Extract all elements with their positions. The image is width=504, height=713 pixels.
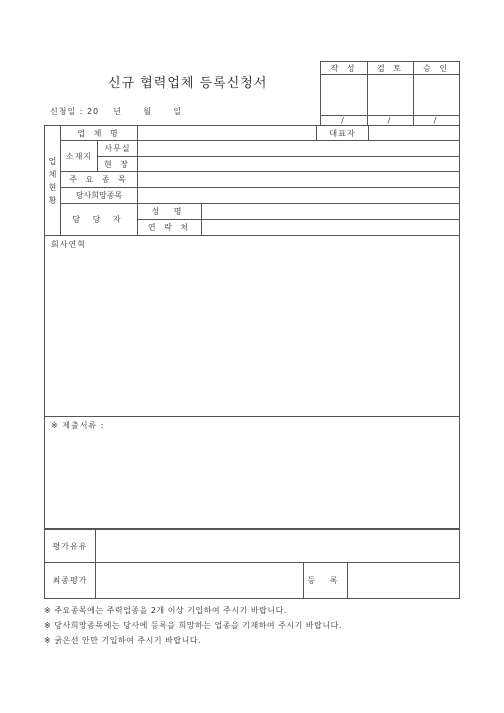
- section-char: 황: [48, 195, 57, 205]
- approval-date-approve[interactable]: /: [413, 115, 460, 126]
- evaluation-reason-input[interactable]: [95, 529, 460, 563]
- approval-sign-author[interactable]: [320, 74, 368, 116]
- approval-sign-review[interactable]: [367, 74, 414, 116]
- location-label: 소재지: [60, 140, 98, 172]
- approval-date-author[interactable]: /: [320, 115, 368, 126]
- company-section-label: [44, 125, 61, 236]
- approval-header-review: 검 토: [367, 61, 414, 75]
- contact-phone-label: 연 락 처: [137, 219, 202, 236]
- final-evaluation-input[interactable]: [95, 562, 304, 599]
- section-char: 업: [48, 156, 57, 166]
- representative-input[interactable]: [368, 125, 460, 141]
- contact-name-label: 성 명: [137, 203, 202, 220]
- register-label: 등 록: [303, 562, 348, 599]
- office-address-input[interactable]: [137, 140, 460, 157]
- representative-label: 대표자: [316, 125, 369, 141]
- section-char: 현: [48, 182, 57, 192]
- final-evaluation-label: 최종평가: [44, 562, 96, 599]
- company-history-area[interactable]: [44, 235, 460, 417]
- approval-header-approve: 승 인: [413, 61, 460, 75]
- form-title: 신규 협력업체 등록신청서: [108, 76, 268, 91]
- application-date: 신청일 : 20 년 월 일: [50, 107, 183, 116]
- note-bold-line: ※ 굵은선 안만 기입하여 주시기 바랍니다.: [44, 636, 202, 645]
- main-items-label: 주 요 종 목: [60, 171, 138, 188]
- company-name-input[interactable]: [137, 125, 317, 141]
- contact-person-label: 담 당 자: [60, 203, 138, 236]
- site-label: 현 장: [97, 156, 138, 172]
- note-main-items: ※ 주요종목에는 주력업종을 2개 이상 기입하여 주시기 바랍니다.: [44, 606, 287, 615]
- office-label: 사무실: [97, 140, 138, 157]
- section-char: 체: [48, 169, 57, 179]
- desired-items-label: 당사희망종목: [60, 187, 138, 204]
- note-desired-items: ※ 당사희망종목에는 당사에 등록을 희망하는 업종을 기재하여 주시기 바랍니다.: [44, 621, 342, 630]
- submitted-documents-label: ※ 제출서류 :: [51, 421, 105, 430]
- contact-phone-input[interactable]: [201, 219, 460, 236]
- approval-sign-approve[interactable]: [413, 74, 460, 116]
- main-items-input[interactable]: [137, 171, 460, 188]
- evaluation-reason-label: 평가유유: [44, 529, 96, 563]
- desired-items-input[interactable]: [137, 187, 460, 204]
- company-history-label: 회사연혁: [51, 240, 86, 249]
- company-name-label: 업 체 명: [60, 125, 138, 141]
- approval-date-review[interactable]: /: [367, 115, 414, 126]
- site-address-input[interactable]: [137, 156, 460, 172]
- submitted-documents-area[interactable]: [44, 416, 460, 529]
- approval-header-author: 작 성: [320, 61, 368, 75]
- register-input[interactable]: [347, 562, 460, 599]
- contact-name-input[interactable]: [201, 203, 460, 220]
